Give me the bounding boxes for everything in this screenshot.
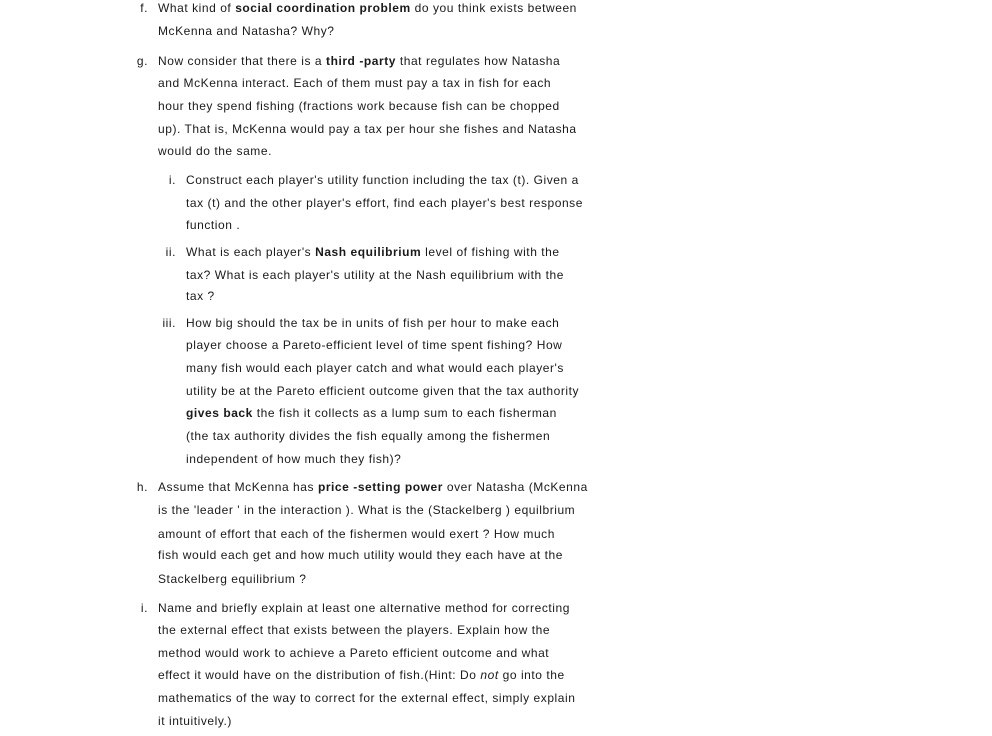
text-span: go into the xyxy=(498,668,565,682)
bold-term: third -party xyxy=(326,54,396,68)
text-line: McKenna and Natasha? Why? xyxy=(158,24,335,38)
bold-term: gives back xyxy=(186,406,253,420)
bold-term: social coordination problem xyxy=(235,1,411,15)
italic-term: not xyxy=(480,668,499,682)
list-marker: iii. xyxy=(162,316,176,330)
text-line: hour they spend fishing (fractions work because fish can be chopped xyxy=(158,99,560,113)
text-line: and McKenna interact. Each of them must pay a tax in fish for each xyxy=(158,76,552,90)
text-line xyxy=(158,480,588,494)
text-line: is the 'leader ' in the interaction ). What is the (Stackelberg ) equilbrium xyxy=(158,503,576,517)
text-line: Name and briefly explain at least one alternative method for correcting xyxy=(158,601,570,615)
text-span: level of fishing with the xyxy=(421,245,560,259)
list-marker: f. xyxy=(140,1,148,15)
text-span: do you think exists between xyxy=(410,1,577,15)
text-line xyxy=(186,406,557,420)
text-span: over Natasha (McKenna xyxy=(442,480,588,494)
text-span: Now consider that there is a xyxy=(158,54,327,68)
text-line: player choose a Pareto-efficient level of time spent fishing? How xyxy=(186,338,563,352)
text-line: tax? What is each player's utility at the Nash equilibrium with the xyxy=(186,268,564,282)
text-span: Assume that McKenna has xyxy=(158,480,318,494)
text-line: (the tax authority divides the fish equally among the fishermen xyxy=(186,429,551,443)
text-line: method would work to achieve a Pareto efficient outcome and what xyxy=(158,646,550,660)
bold-term: Nash equilibrium xyxy=(315,245,422,259)
text-span: effect it would have on the distribution of fish.(Hint: Do xyxy=(158,668,481,682)
list-marker: i. xyxy=(168,173,176,187)
text-span: the fish it collects as a lump sum to each fisherman xyxy=(252,406,557,420)
text-line: tax (t) and the other player's effort, find each player's best response xyxy=(186,196,583,210)
text-line: Construct each player's utility function including the tax (t). Given a xyxy=(186,173,579,187)
text-span: that regulates how Natasha xyxy=(395,54,561,68)
text-line xyxy=(158,54,560,68)
text-line: many fish would each player catch and what would each player's xyxy=(186,361,564,375)
text-line: it intuitively.) xyxy=(158,714,232,728)
text-line: tax ? xyxy=(186,289,215,303)
text-span: What kind of xyxy=(158,1,236,15)
list-marker: g. xyxy=(136,54,148,68)
text-line: How big should the tax be in units of fish per hour to make each xyxy=(186,316,560,330)
text-line: function . xyxy=(186,218,241,232)
text-line: amount of effort that each of the fishermen would exert ? How much xyxy=(158,527,555,541)
text-line: would do the same. xyxy=(158,144,272,158)
text-line: Stackelberg equilibrium ? xyxy=(158,572,307,586)
text-line xyxy=(158,1,577,15)
text-span: What is each player's xyxy=(186,245,316,259)
text-line: up). That is, McKenna would pay a tax per hour she fishes and Natasha xyxy=(158,122,577,136)
text-line: fish would each get and how much utility would they each have at the xyxy=(158,548,563,562)
text-line: utility be at the Pareto efficient outcome given that the tax authority xyxy=(186,384,580,398)
text-line xyxy=(158,668,565,682)
list-marker: h. xyxy=(136,480,148,494)
text-line: the external effect that exists between the players. Explain how the xyxy=(158,623,551,637)
list-marker: i. xyxy=(140,601,148,615)
text-line: mathematics of the way to correct for the external effect, simply explain xyxy=(158,691,576,705)
list-marker: ii. xyxy=(165,245,176,259)
bold-term: price -setting power xyxy=(317,480,443,494)
text-line: independent of how much they fish)? xyxy=(186,452,402,466)
text-line xyxy=(186,245,560,259)
